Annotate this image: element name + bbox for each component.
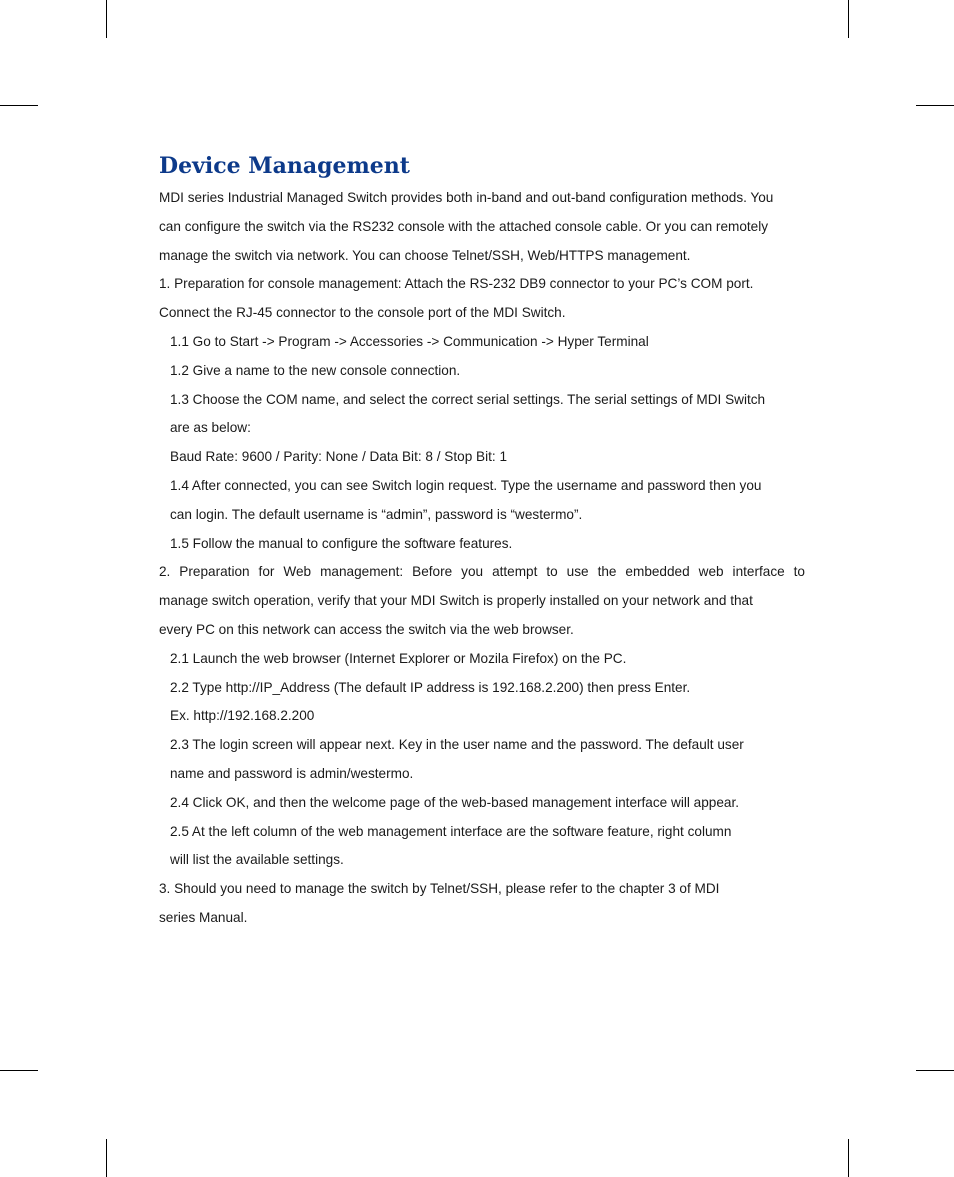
text-line: 2.1 Launch the web browser (Internet Explorer or Mozila Firefox) on the PC. (170, 650, 627, 666)
crop-mark-top-right-vertical (848, 0, 849, 38)
crop-mark-bottom-left-horizontal (0, 1070, 38, 1071)
text-line: are as below: (170, 420, 251, 436)
text-line: every PC on this network can access the switch via the web browser. (159, 621, 574, 637)
text-line: Connect the RJ-45 connector to the console port of the MDI Switch. (159, 305, 566, 321)
text-line: will list the available settings. (170, 852, 344, 868)
text-line: 2.3 The login screen will appear next. Key in the user name and the password. The default user (170, 737, 744, 753)
crop-mark-top-left-vertical (106, 0, 107, 38)
text-line: 1.1 Go to Start -> Program -> Accessories -> Communication -> Hyper Terminal (170, 333, 649, 349)
text-line: manage the switch via network. You can choose Telnet/SSH, Web/HTTPS management. (159, 247, 691, 263)
crop-mark-bottom-left-vertical (106, 1139, 107, 1177)
text-line: 1.4 After connected, you can see Switch login request. Type the username and password then you (170, 477, 762, 493)
crop-mark-bottom-right-vertical (848, 1139, 849, 1177)
text-line: MDI series Industrial Managed Switch provides both in-band and out-band configuration methods. You (159, 190, 774, 205)
crop-mark-bottom-right-horizontal (916, 1070, 954, 1071)
crop-mark-top-left-horizontal (0, 105, 38, 106)
text-line: 2.2 Type http://IP_Address (The default IP address is 192.168.2.200) then press Enter. (170, 679, 691, 695)
text-line: series Manual. (159, 909, 248, 925)
text-line: 3. Should you need to manage the switch by Telnet/SSH, please refer to the chapter 3 of MDI (159, 881, 720, 897)
text-line: can configure the switch via the RS232 console with the attached console cable. Or you can remotely (159, 218, 769, 234)
text-line: 2.4 Click OK, and then the welcome page of the web-based management interface will appear. (170, 794, 740, 810)
text-line: 1.3 Choose the COM name, and select the correct serial settings. The serial settings of MDI Switch (170, 391, 766, 407)
crop-mark-top-right-horizontal (916, 105, 954, 106)
text-line: 1.5 Follow the manual to configure the software features. (170, 535, 513, 551)
text-line: 1. Preparation for console management: Attach the RS-232 DB9 connector to your PC’s COM port. (159, 276, 754, 292)
page-title: Device Management (159, 153, 410, 179)
text-line: manage switch operation, verify that your MDI Switch is properly installed on your network and that (159, 593, 753, 609)
text-line: Ex. http://192.168.2.200 (170, 708, 315, 724)
text-line: 2. Preparation for Web management: Before you attempt to use the embedded web interface to (159, 564, 805, 580)
page-content (159, 148, 805, 933)
body-text (159, 184, 805, 933)
text-line: 1.2 Give a name to the new console connection. (170, 362, 461, 378)
text-line: Baud Rate: 9600 / Parity: None / Data Bit: 8 / Stop Bit: 1 (170, 449, 508, 465)
text-line: can login. The default username is “admin”, password is “westermo”. (170, 506, 583, 522)
text-line: 2.5 At the left column of the web management interface are the software feature, right column (170, 823, 732, 839)
text-line: name and password is admin/westermo. (170, 765, 414, 781)
